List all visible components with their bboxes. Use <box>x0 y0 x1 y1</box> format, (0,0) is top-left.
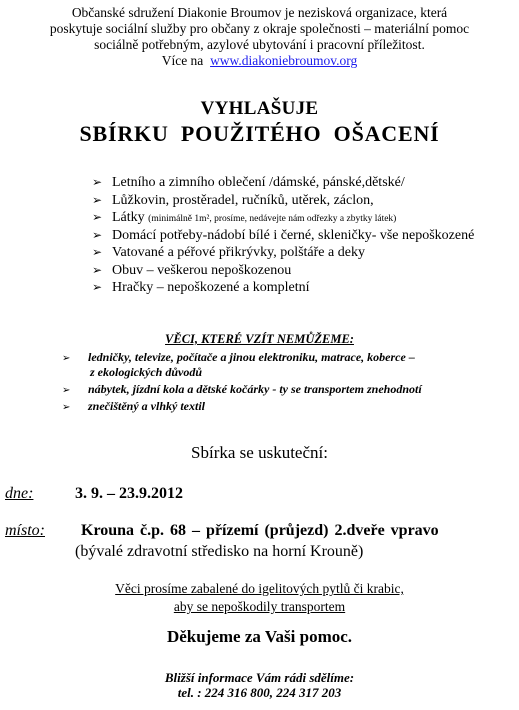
list-item <box>62 382 502 397</box>
list-item <box>92 262 516 280</box>
list-item-text: Letního a zimního oblečení /dámské, pánské,dětské/ <box>112 175 405 190</box>
list-item-text: ledničky, televize, počítače a jinou elektroniku, matrace, koberce – <box>88 350 415 364</box>
arrow-bullet-icon: ➢ <box>92 210 103 224</box>
packing-note <box>0 580 519 616</box>
arrow-bullet-icon: ➢ <box>92 280 103 294</box>
cannot-accept-list <box>62 350 502 416</box>
list-item <box>92 244 516 262</box>
website-link[interactable]: www.diakoniebroumov.org <box>210 53 358 68</box>
cannot-accept-title: VĚCI, KTERÉ VZÍT NEMŮŽEME: <box>165 332 354 346</box>
arrow-bullet-icon: ➢ <box>62 402 71 413</box>
collection-title: Sbírka se uskuteční: <box>191 443 328 462</box>
intro-line-4 <box>0 53 519 69</box>
list-item-text: Hračky – nepoškozené a kompletní <box>112 280 310 295</box>
list-item-text: Lůžkovin, prostěradel, ručníků, utěrek, záclon, <box>112 192 374 208</box>
arrow-bullet-icon: ➢ <box>62 385 71 396</box>
list-item <box>92 209 516 227</box>
list-item-text: Vatované a péřové přikrývky, polštáře a deky <box>112 245 365 260</box>
arrow-bullet-icon: ➢ <box>92 227 103 242</box>
list-item <box>92 279 516 297</box>
list-item-text: nábytek, jízdní kola a dětské kočárky - ty se transportem znehodnotí <box>88 382 422 396</box>
intro-line-1: Občanské sdružení Diakonie Broumov je nezisková organizace, která <box>71 5 448 20</box>
contact-info-line-1: Bližší informace Vám rádi sdělíme: <box>164 670 355 685</box>
heading-announce: VYHLAŠUJE <box>200 98 319 119</box>
date-label: dne: <box>5 485 34 502</box>
list-item-text: Obuv – veškerou nepoškozenou <box>112 262 292 278</box>
date-value: 3. 9. – 23.9.2012 <box>75 485 183 502</box>
intro-line-2: poskytuje sociální služby pro občany z okraje společnosti – materiální pomoc <box>49 21 470 36</box>
list-item <box>92 174 516 192</box>
place-value: Krouna č.p. 68 – přízemí (průjezd) 2.dveře vpravo <box>81 522 439 539</box>
list-item-text: Domácí potřeby-nádobí bílé i černé, skleničky- vše nepoškozené <box>112 227 475 243</box>
list-item-text: znečištěný a vlhký textil <box>88 399 205 413</box>
packing-note-line-2: aby se nepoškodily transportem <box>173 599 346 614</box>
list-item-note: (minimálně 1m², prosíme, nedávejte nám odřezky a zbytky látek) <box>148 214 397 224</box>
more-prefix: Více na <box>161 53 204 68</box>
arrow-bullet-icon: ➢ <box>92 192 103 207</box>
accepted-items-list <box>92 174 516 297</box>
packing-note-line-1: Věci prosíme zabalené do igelitových pytlů či krabic, <box>115 581 404 596</box>
heading-title: SBÍRKU POUŽITÉHO OŠACENÍ <box>79 121 440 146</box>
list-item-text-continued: z ekologických důvodů <box>90 365 202 379</box>
intro-line-3: sociálně potřebným, azylové ubytování i pracovní příležitost. <box>94 37 425 52</box>
arrow-bullet-icon: ➢ <box>92 262 103 277</box>
list-item <box>92 227 516 245</box>
list-item-text: Látky <box>112 210 145 225</box>
arrow-bullet-icon: ➢ <box>92 175 103 189</box>
list-item <box>92 192 516 210</box>
thanks-text: Děkujeme za Vaši pomoc. <box>166 627 353 646</box>
arrow-bullet-icon: ➢ <box>62 353 71 364</box>
contact-phone: tel. : 224 316 800, 224 317 203 <box>177 685 342 700</box>
list-item <box>62 350 502 380</box>
place-label: místo: <box>5 522 45 539</box>
arrow-bullet-icon: ➢ <box>92 245 103 259</box>
place-note: (bývalé zdravotní středisko na horní Krouně) <box>75 543 364 560</box>
list-item <box>62 399 502 414</box>
intro-text <box>0 5 519 69</box>
contact-info <box>0 670 519 700</box>
